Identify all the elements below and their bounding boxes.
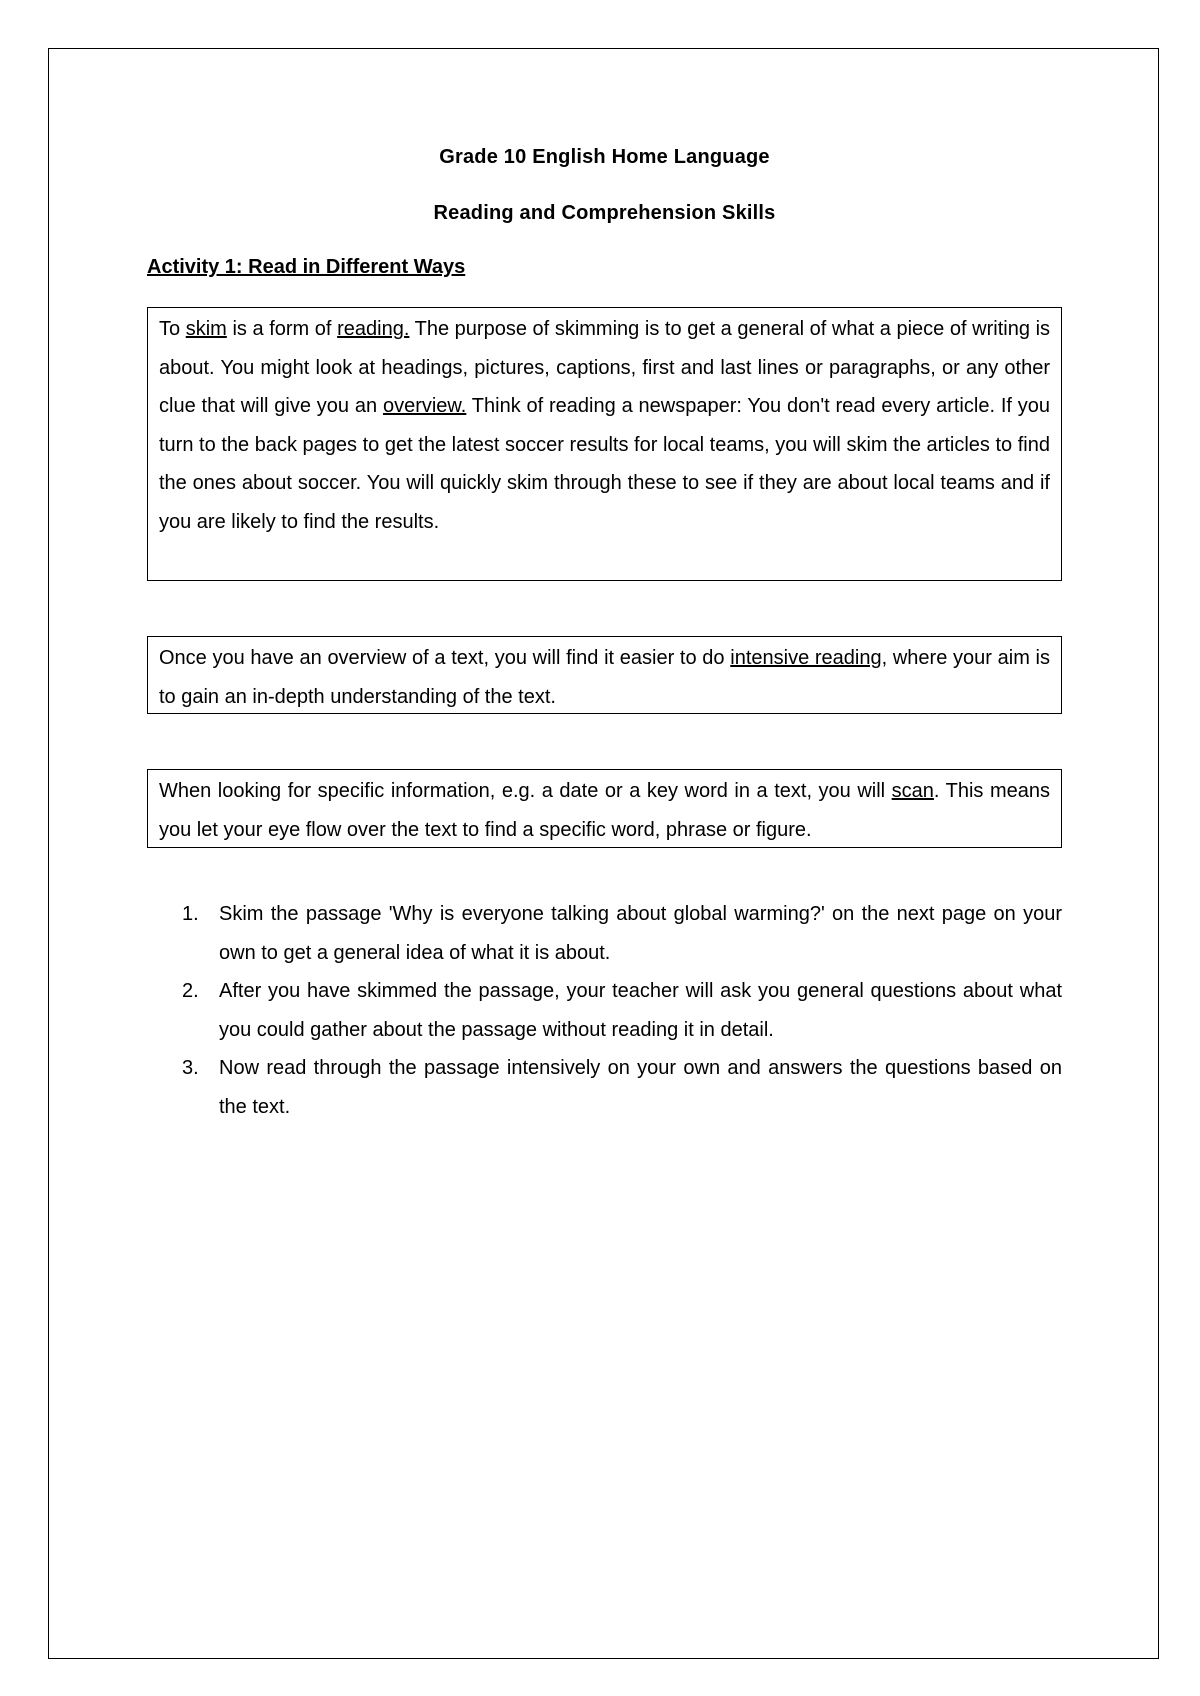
list-item <box>147 972 1062 1049</box>
step-text: Skim the passage 'Why is everyone talking about global warming?' on the next page on your own to get a general idea of what it is about. <box>219 903 1062 964</box>
document-subtitle: Reading and Comprehension Skills <box>433 202 776 224</box>
term-skim: skim <box>185 318 227 340</box>
term-scan: scan <box>891 780 934 802</box>
page-border <box>48 48 1159 1659</box>
skim-definition-box: To skim is a form of reading. The purpose of skimming is to get a general of what a piece of writing is about. You might look at headings, pictures, captions, first and last lines or paragraphs, or any other clue that will give you an overview. Think of reading a newspaper: You don't read every article. If you turn to the back pages to get the latest soccer results for local teams, you will skim the articles to find the ones about soccer. You will quickly skim through these to see if they are about local teams and if you are likely to find the results. <box>147 307 1062 581</box>
step-number: 1. <box>182 903 199 925</box>
term-reading: reading. <box>337 318 410 340</box>
list-item <box>147 1049 1062 1126</box>
activity-steps-list <box>147 895 1062 1126</box>
scan-definition-box: When looking for specific information, e.g. a date or a key word in a text, you will scan. This means you let your eye flow over the text to find a specific word, phrase or figure. <box>147 769 1062 848</box>
step-number: 3. <box>182 1057 199 1079</box>
list-item <box>147 895 1062 972</box>
step-text: After you have skimmed the passage, your teacher will ask you general questions about what you could gather about the passage without reading it in detail. <box>219 980 1062 1041</box>
step-number: 2. <box>182 980 199 1002</box>
step-text: Now read through the passage intensively on your own and answers the questions based on the text. <box>219 1057 1062 1118</box>
term-intensive-reading: intensive reading <box>730 647 882 669</box>
intensive-reading-box: Once you have an overview of a text, you will find it easier to do intensive reading, where your aim is to gain an in-depth understanding of the text. <box>147 636 1062 714</box>
activity-heading: Activity 1: Read in Different Ways <box>147 256 466 278</box>
term-overview: overview. <box>382 395 467 417</box>
document-title: Grade 10 English Home Language <box>439 146 770 168</box>
